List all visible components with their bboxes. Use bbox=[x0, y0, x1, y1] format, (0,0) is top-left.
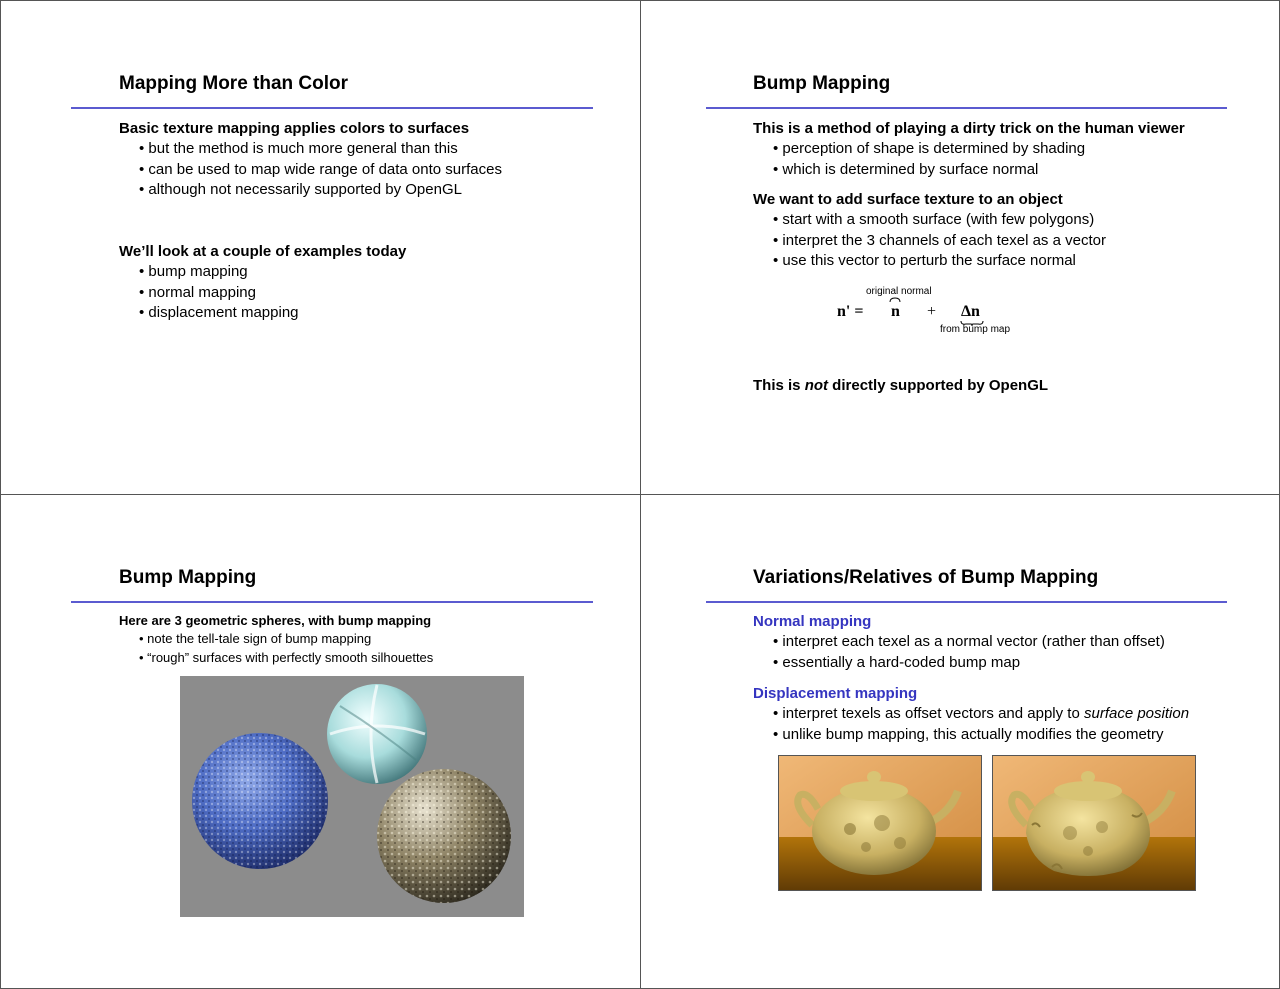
section bbox=[119, 242, 406, 324]
slide-1 bbox=[0, 0, 641, 495]
section bbox=[753, 119, 1185, 180]
footer-note bbox=[753, 376, 1048, 396]
bullet: • “rough” surfaces with perfectly smooth silhouettes bbox=[139, 649, 434, 665]
footer-emphasis: not bbox=[804, 377, 829, 394]
displacement-mapped-teapot-image bbox=[992, 755, 1196, 891]
bullet: • essentially a hard-coded bump map bbox=[773, 653, 1021, 671]
bullet: • unlike bump mapping, this actually modifies the geometry bbox=[773, 725, 1164, 743]
section bbox=[119, 612, 433, 667]
slide-title: Bump Mapping bbox=[753, 73, 891, 94]
bump-map-label: from bump map bbox=[940, 324, 1011, 335]
three-bump-mapped-spheres-image bbox=[180, 676, 524, 917]
bullet: • start with a smooth surface (with few polygons) bbox=[773, 211, 1095, 228]
bullet: • note the tell-tale sign of bump mapping bbox=[139, 631, 372, 646]
slide-3 bbox=[0, 494, 641, 989]
title-divider bbox=[71, 107, 593, 109]
slide-title: Variations/Relatives of Bump Mapping bbox=[753, 567, 1099, 588]
formula-lhs: n' = bbox=[837, 303, 864, 320]
section bbox=[753, 684, 1189, 745]
bullet: • which is determined by surface normal bbox=[773, 160, 1039, 178]
title-divider bbox=[706, 107, 1227, 109]
bullet: • but the method is much more general than this bbox=[139, 140, 458, 157]
bullet: • interpret the 3 channels of each texel as a vector bbox=[773, 231, 1106, 249]
normal-formula bbox=[821, 283, 1041, 338]
formula-term-delta-n: Δn bbox=[961, 303, 980, 320]
section bbox=[753, 612, 1165, 673]
bullet: • perception of shape is determined by shading bbox=[773, 140, 1086, 157]
slide-title: Mapping More than Color bbox=[119, 73, 349, 94]
section-heading: Here are 3 geometric spheres, with bump mapping bbox=[119, 613, 432, 628]
bullet: • displacement mapping bbox=[139, 304, 299, 322]
title-divider bbox=[706, 601, 1227, 603]
title-divider bbox=[71, 601, 593, 603]
bullet-emphasis: surface position bbox=[1083, 705, 1190, 722]
slide-title: Bump Mapping bbox=[119, 567, 257, 588]
bullet: • bump mapping bbox=[139, 263, 248, 280]
original-normal-label: original normal bbox=[866, 286, 932, 297]
footer-text: directly supported by OpenGL bbox=[828, 377, 1049, 394]
section-heading: We want to add surface texture to an object bbox=[753, 191, 1063, 208]
section-heading: Normal mapping bbox=[753, 613, 872, 630]
section-heading: We’ll look at a couple of examples today bbox=[119, 243, 407, 260]
bump-mapped-teapot-image bbox=[778, 755, 982, 891]
bullet: • can be used to map wide range of data onto surfaces bbox=[139, 160, 502, 178]
section-heading: Basic texture mapping applies colors to surfaces bbox=[119, 120, 470, 137]
bullet: • use this vector to perturb the surface normal bbox=[773, 252, 1076, 270]
footer-text: This is bbox=[753, 377, 805, 394]
bullet: • although not necessarily supported by OpenGL bbox=[139, 181, 462, 199]
bullet: • interpret each texel as a normal vector (rather than offset) bbox=[773, 633, 1165, 650]
bullet: • normal mapping bbox=[139, 283, 256, 301]
section-heading: Displacement mapping bbox=[753, 685, 918, 702]
slide-4 bbox=[640, 494, 1280, 989]
section bbox=[119, 119, 502, 201]
formula-plus: + bbox=[927, 303, 937, 320]
section-heading: This is a method of playing a dirty trick on the human viewer bbox=[753, 120, 1185, 137]
slide-2 bbox=[640, 0, 1280, 495]
section bbox=[753, 190, 1106, 272]
bullet-text: • interpret texels as offset vectors and apply to bbox=[773, 705, 1084, 722]
formula-term-n: n bbox=[891, 303, 900, 320]
bullet bbox=[753, 704, 1189, 725]
